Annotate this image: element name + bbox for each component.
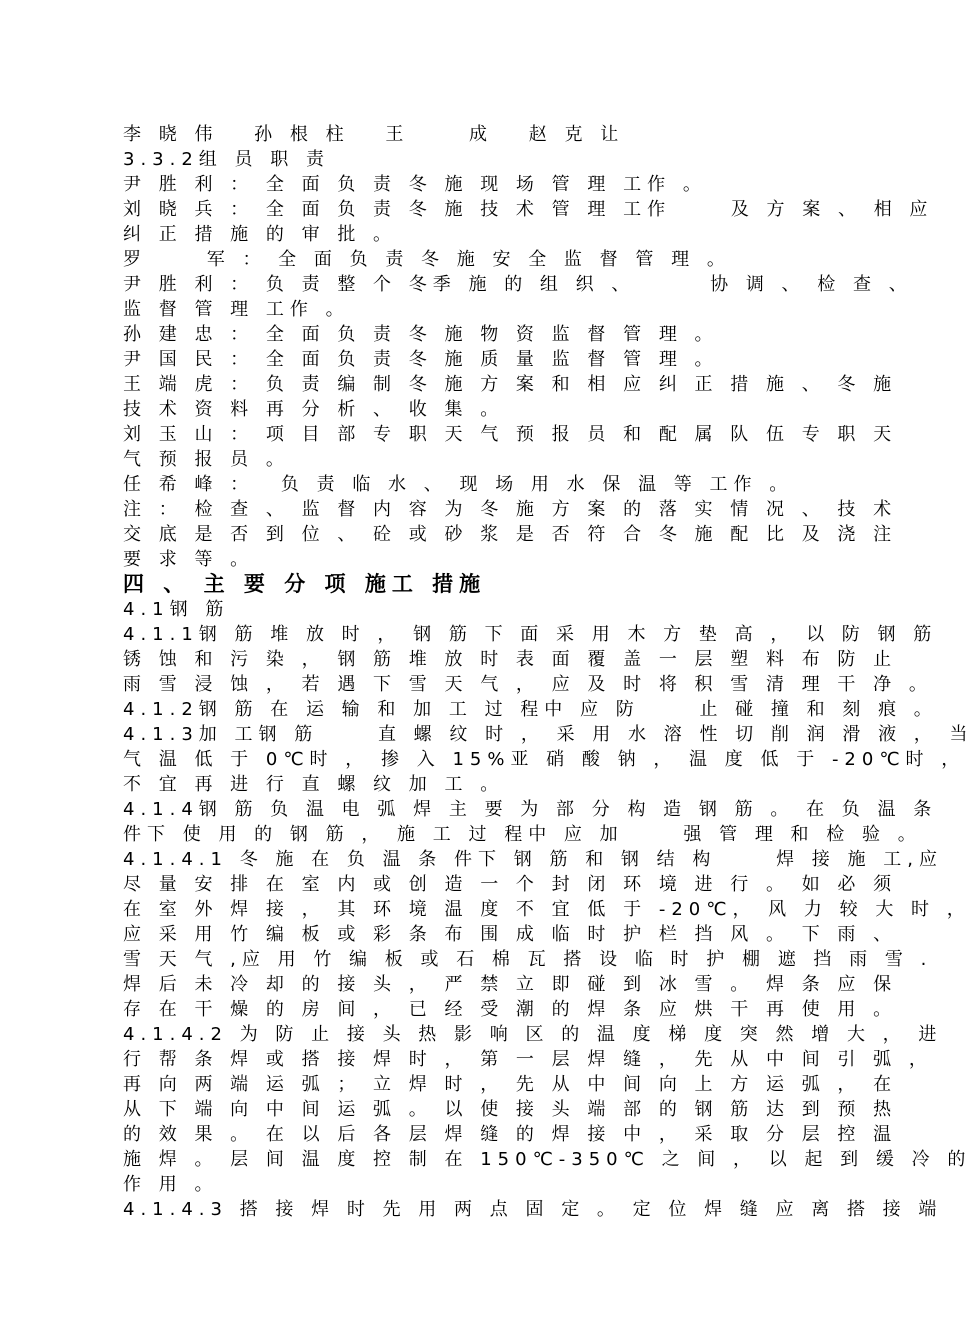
text-line: 尹 胜 利 ： 全 面 负 责 冬 施 现 场 管 理 工作 。 (123, 174, 707, 195)
text-line: 再 向 两 端 运 弧 ； 立 焊 时 ， 先 从 中 间 向 上 方 运 弧 ， 在 (123, 1074, 898, 1095)
text-line: 尹 国 民 ： 全 面 负 责 冬 施 质 量 监 督 管 理 。 (123, 349, 719, 370)
text-line: 锈 蚀 和 污 染 ， 钢 筋 堆 放 时 表 面 覆 盖 一 层 塑 料 布 防 止 (123, 649, 898, 670)
text-line: 刘 玉 山 ： 项 目 部 专 职 天 气 预 报 员 和 配 属 队 伍 专 职 天 (123, 424, 898, 445)
text-line: 4.1.1钢 筋 堆 放 时 ， 钢 筋 下 面 采 用 木 方 垫 高 ， 以 防 钢 筋 (123, 624, 938, 645)
text-line: 技 术 资 料 再 分 析 、 收 集 。 (123, 399, 505, 420)
text-line: 4.1.4.2 为 防 止 接 头 热 影 响 区 的 温 度 梯 度 突 然 增 大 ， 进 (123, 1024, 943, 1045)
chapter-heading: 四 、 主 要 分 项 施工 措施 (123, 572, 487, 596)
text-line: 件下 使 用 的 钢 筋 ， 施 工 过 程中 应 加 强 管 理 和 检 验 。 (123, 824, 922, 845)
text-line: 雪 天 气 ,应 用 竹 编 板 或 石 棉 瓦 搭 设 临 时 护 棚 遮 挡 雨 雪 . (123, 949, 933, 970)
text-line: 施 焊 。 层 间 温 度 控 制 在 150℃-350℃ 之 间 ， 以 起 到 缓 冷 的 (123, 1149, 972, 1170)
text-line: 4.1.4.3 搭 接 焊 时 先 用 两 点 固 定 。 定 位 焊 缝 应 离 搭 接 端 (123, 1199, 943, 1220)
text-line: 孙 建 忠 ： 全 面 负 责 冬 施 物 资 监 督 管 理 。 (123, 324, 719, 345)
text-line: 罗 军 ： 全 面 负 责 冬 施 安 全 监 督 管 理 。 (123, 249, 731, 270)
text-line: 李 晓 伟 孙 根 柱 王 成 赵 克 让 (123, 124, 625, 145)
text-line: 要 求 等 。 (123, 549, 255, 570)
text-line: 的 效 果 。 在 以 后 各 层 焊 缝 的 焊 接 中 ， 采 取 分 层 控 温 (123, 1124, 898, 1145)
text-line: 纠 正 措 施 的 审 批 。 (123, 224, 398, 245)
text-line: 从 下 端 向 中 间 运 弧 。 以 使 接 头 端 部 的 钢 筋 达 到 预 热 (123, 1099, 898, 1120)
text-line: 4.1.4.1 冬 施 在 负 温 条 件下 钢 筋 和 钢 结 构 焊 接 施 工,应 (123, 849, 943, 870)
text-line: 4.1.4钢 筋 负 温 电 弧 焊 主 要 为 部 分 构 造 钢 筋 。 在 负 温 条 (123, 799, 938, 820)
text-line: 4.1.3加 工钢 筋 直 螺 纹 时 ， 采 用 水 溶 性 切 削 润 滑 液 ， 当 (123, 724, 974, 745)
text-line: 注 ： 检 查 、 监 督 内 容 为 冬 施 方 案 的 落 实 情 况 、 技 术 (123, 499, 898, 520)
text-line: 存 在 干 燥 的 房 间 ， 已 经 受 潮 的 焊 条 应 烘 干 再 使 用 。 (123, 999, 898, 1020)
section-heading: 3.3.2组 员 职 责 (123, 149, 330, 170)
text-line: 气 预 报 员 。 (123, 449, 290, 470)
text-line: 气 温 低 于 0℃时 ， 掺 入 15%亚 硝 酸 钠 ， 温 度 低 于 -20℃时 ， (123, 749, 966, 770)
text-line: 不 宜 再 进 行 直 螺 纹 加 工 。 (123, 774, 505, 795)
text-line: 刘 晓 兵 ： 全 面 负 责 冬 施 技 术 管 理 工作 及 方 案 、 相 应 (123, 199, 934, 220)
text-line: 任 希 峰 ： 负 责 临 水 、 现 场 用 水 保 温 等 工作 。 (123, 474, 794, 495)
text-line: 焊 后 未 冷 却 的 接 头 ， 严 禁 立 即 碰 到 冰 雪 。 焊 条 应 保 (123, 974, 898, 995)
text-line: 雨 雪 浸 蚀 ， 若 遇 下 雪 天 气 ， 应 及 时 将 积 雪 清 理 干 净 。 (123, 674, 933, 695)
section-heading: 4.1钢 筋 (123, 599, 230, 620)
text-line: 应 采 用 竹 编 板 或 彩 条 布 围 成 临 时 护 栏 挡 风 。 下 雨 、 (123, 924, 898, 945)
text-line: 尽 量 安 排 在 室 内 或 创 造 一 个 封 闭 环 境 进 行 。 如 必 须 (123, 874, 898, 895)
text-line: 尹 胜 利 ： 负 责 整 个 冬季 施 的 组 织 、 协 调 、 检 查 、 (123, 274, 913, 295)
text-line: 在 室 外 焊 接 ， 其 环 境 温 度 不 宜 低 于 -20℃， 风 力 较 大 时 ， (123, 899, 971, 920)
text-line: 行 帮 条 焊 或 搭 接 焊 时 ， 第 一 层 焊 缝 ， 先 从 中 间 引 弧 ， (123, 1049, 933, 1070)
text-line: 王 端 虎 ： 负 责 编 制 冬 施 方 案 和 相 应 纠 正 措 施 、 冬 施 (123, 374, 898, 395)
text-line: 4.1.2钢 筋 在 运 输 和 加 工 过 程中 应 防 止 碰 撞 和 刻 痕 。 (123, 699, 938, 720)
text-line: 监 督 管 理 工作 。 (123, 299, 350, 320)
text-line: 作 用 。 (123, 1174, 219, 1195)
text-line: 交 底 是 否 到 位 、 砼 或 砂 浆 是 否 符 合 冬 施 配 比 及 浇 注 (123, 524, 898, 545)
